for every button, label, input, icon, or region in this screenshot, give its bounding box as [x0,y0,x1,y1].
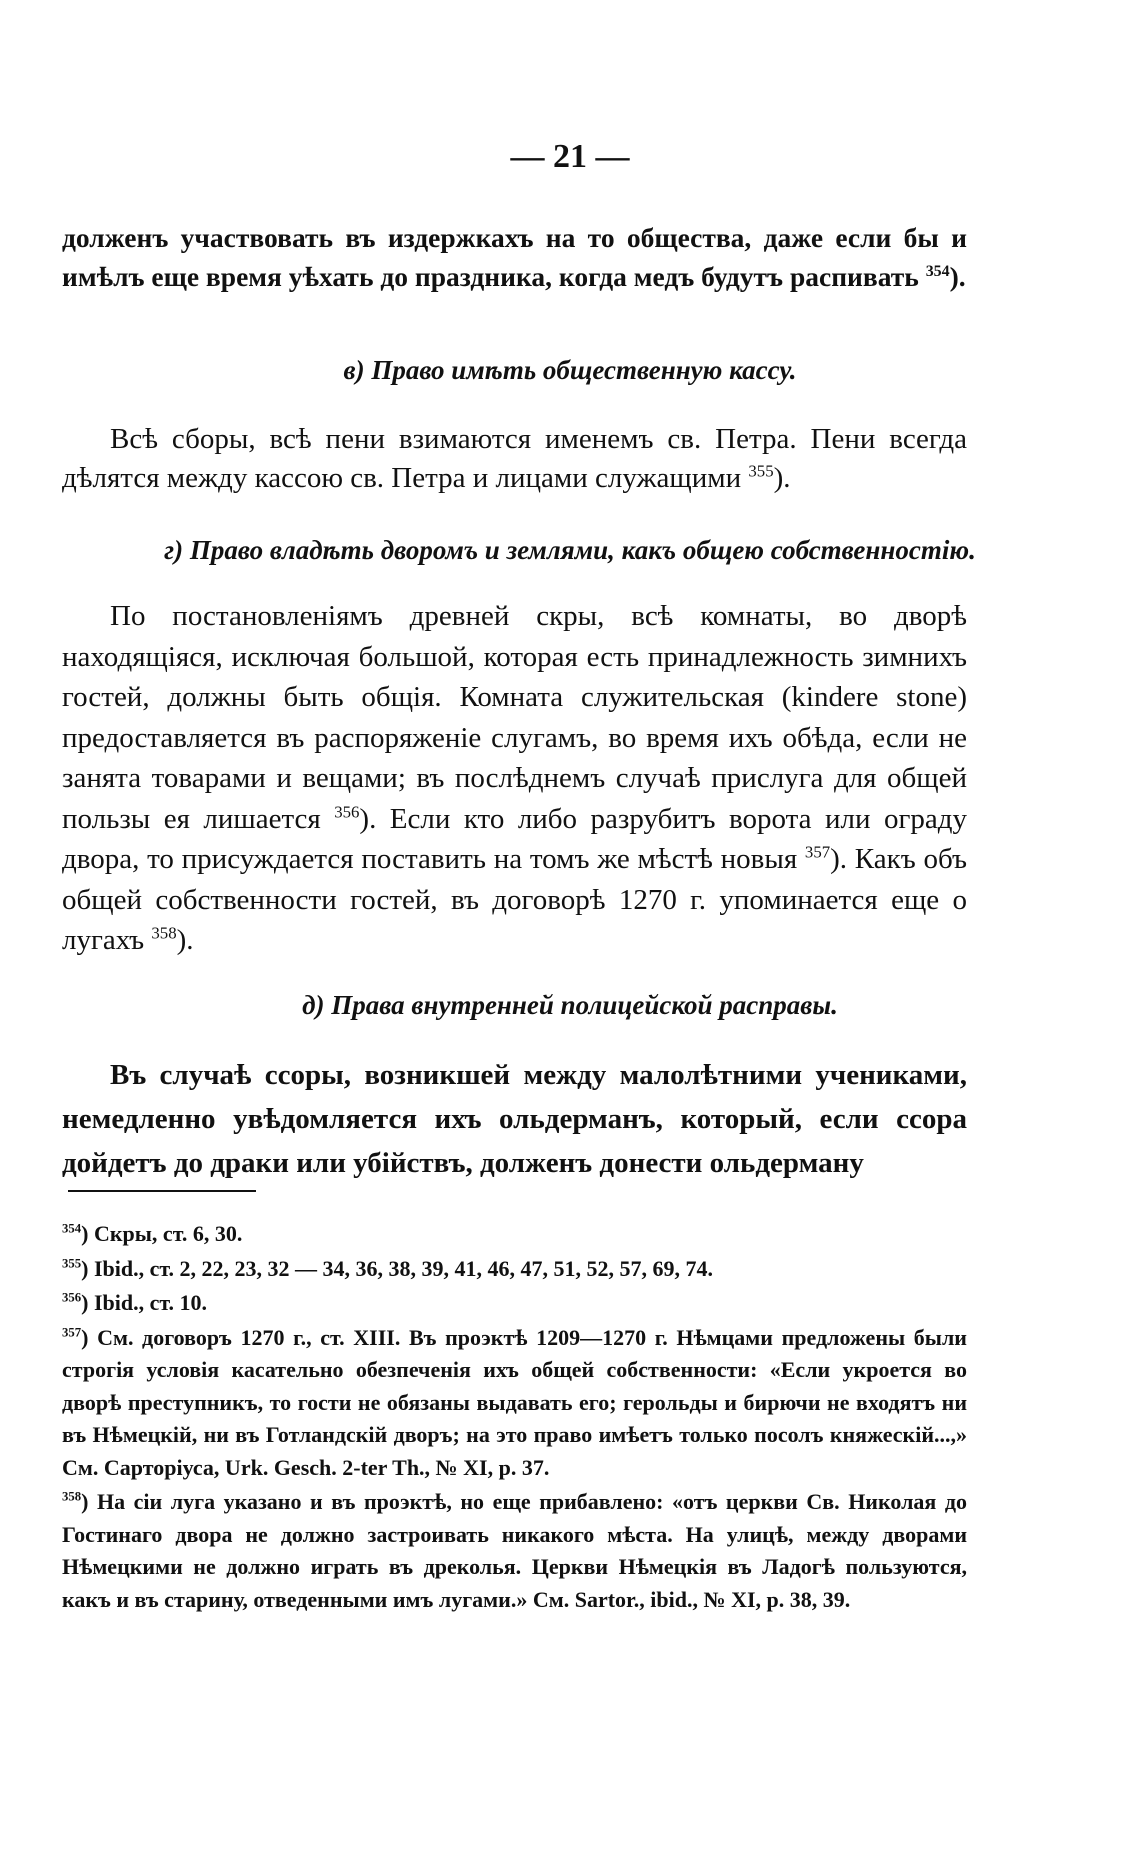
footnote-ref-355[interactable]: 355 [748,461,774,481]
footnote [62,1218,967,1251]
page-number: — 21 — [510,138,630,175]
section-g-paragraph [62,596,967,961]
footnote-text: ) Ibid., ст. 10. [81,1290,208,1315]
continuation-paragraph [62,218,967,296]
footnote [62,1486,967,1616]
section-v-text: Всѣ сборы, всѣ пени взимаются именемъ св. Петра. Пени всегда дѣлятся между кассою св. Петра и лицами служащими [62,423,967,494]
continuation-tail: ). [949,261,966,292]
continuation-text: долженъ участвовать въ издержкахъ на то общества, даже если бы и имѣлъ еще время уѣхать до праздника, когда медъ будутъ распивать [62,222,967,292]
footnote-text: ) На сіи луга указано и въ проэктѣ, но еще прибавлено: «отъ церкви Св. Николая до Гостинаго двора не должно застроивать никакого мѣста. На улицѣ, между дворами Нѣмецкими не должно играть въ дреколья. Церкви Нѣмецкія въ Ладогѣ пользуются, какъ и въ старину, отведенными имъ лугами.» См. Sartor., ibid., № XI, p. 38, 39. [62,1489,967,1612]
section-d-heading: д) Права внутренней полицейской расправы. [302,990,838,1020]
section-g-text-3: ). Какъ объ общей собственности гостей, въ договорѣ 1270 г. упоминается еще о лугахъ [62,843,967,956]
footnote [62,1253,967,1286]
section-g-tail: ). [176,924,194,956]
section-g-text-1: По постановленіямъ древней скры, всѣ комнаты, во дворѣ находящіяся, исключая большой, которая есть принадлежность зимнихъ гостей, должны быть общія. Комната служительская (kindere stone) предоставляется въ распоряженіе слугамъ, во время ихъ обѣда, если не занята товарами и вещами; въ послѣднемъ случаѣ прислуга для общей пользы ея лишается [62,600,967,835]
footnote-number: 356 [62,1290,82,1305]
footnote-separator [68,1190,256,1192]
footnote-ref-358[interactable]: 358 [151,923,177,943]
footnote-number: 354 [62,1221,82,1236]
footnote [62,1322,967,1485]
footnote-text: ) Ibid., ст. 2, 22, 23, 32 — 34, 36, 38, 39, 41, 46, 47, 51, 52, 57, 69, 74. [81,1255,714,1281]
footnote-text: ) Скры, ст. 6, 30. [81,1221,243,1246]
section-v-tail: ). [773,462,791,494]
footnote-ref-354[interactable]: 354 [925,262,950,280]
footnote-number: 357 [62,1325,82,1340]
section-g-heading: г) Право владѣть дворомъ и землями, какъ общею собственностію. [164,535,976,565]
footnote-ref-357[interactable]: 357 [804,842,831,862]
footnote-text: ) См. договоръ 1270 г., ст. XIII. Въ проэктѣ 1209—1270 г. Нѣмцами предложены были строгія условія касательно обезпеченія ихъ общей собственности: «Если укроется во дворѣ преступникъ, то гости не обязаны выдавать его; герольды и бирючи не входятъ ни въ Нѣмецкій, ни въ Готландскій дворъ; на это право имѣетъ только посолъ княжескій...,» См. Сарторіуса, Urk. Gesch. 2-ter Th., № XI, p. 37. [62,1324,967,1480]
footnotes [62,1218,967,1618]
section-g-text-2: ). Если кто либо разрубитъ ворота или ограду двора, то присуждается поставить на томъ же мѣстѣ новыя [62,802,967,875]
footnote [62,1287,967,1320]
footnote-number: 358 [62,1489,82,1504]
footnote-number: 355 [62,1256,82,1271]
section-v-paragraph [62,420,967,498]
footnote-ref-356[interactable]: 356 [334,801,360,821]
section-v-heading: в) Право имѣть общественную кассу. [343,355,797,385]
section-d-paragraph: Въ случаѣ ссоры, возникшей между малолѣтними учениками, немедленно увѣдомляется ихъ ольдерманъ, который, если ссора дойдетъ до драки или убійствъ, долженъ донести ольдерману [62,1059,967,1179]
